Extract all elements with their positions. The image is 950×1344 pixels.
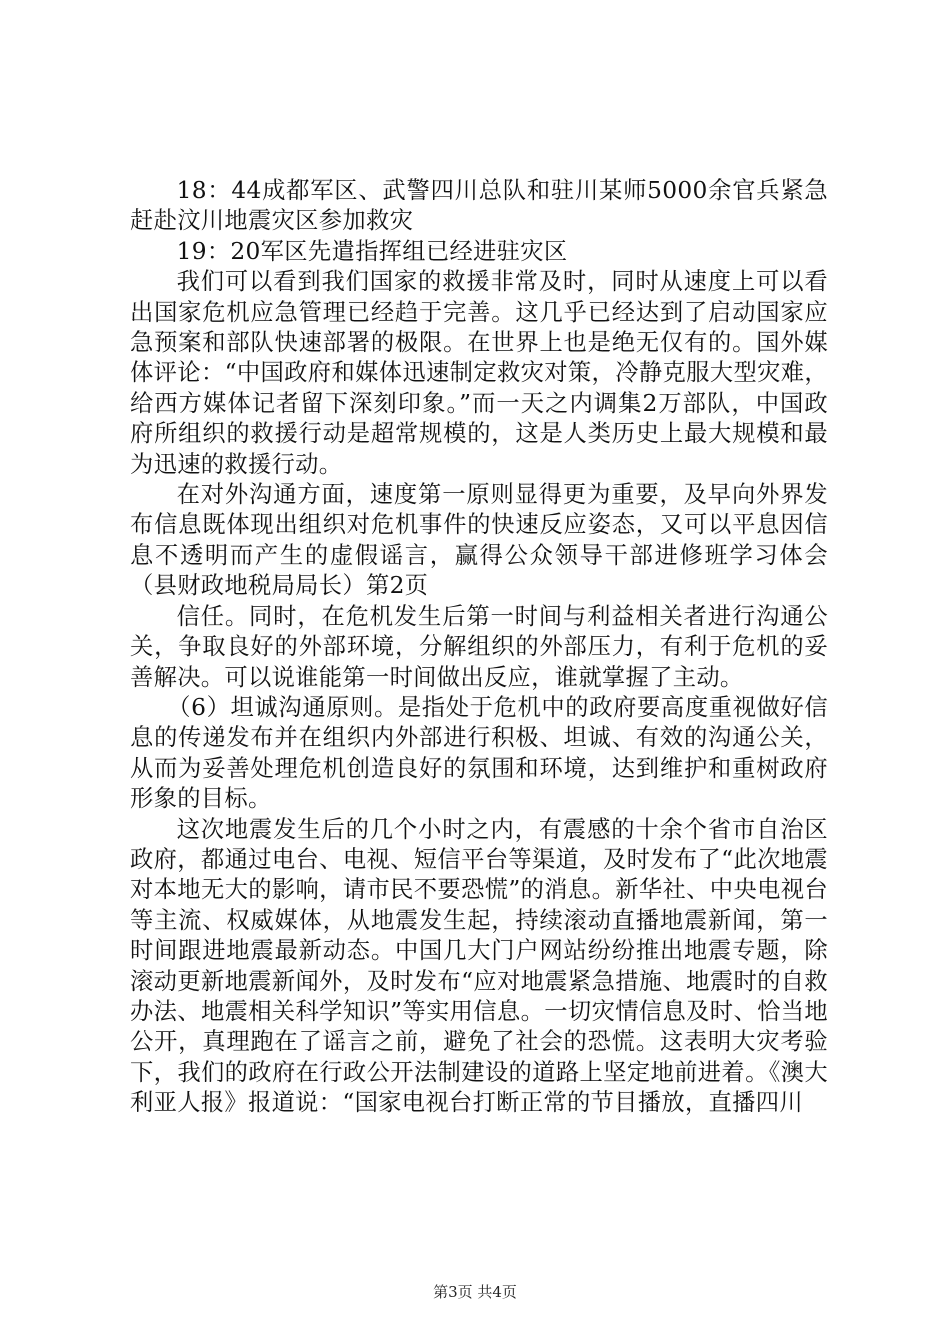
document-body — [130, 176, 828, 1119]
paragraph-5: 信任。同时，在危机发生后第一时间与利益相关者进行沟通公关，争取良好的外部环境，分解组织的外部压力，有利于危机的妥善解决。可以说谁能第一时间做出反应，谁就掌握了主动。 — [130, 602, 828, 691]
paragraph-3: 我们可以看到我们国家的救援非常及时，同时从速度上可以看出国家危机应急管理已经趋于完善。这几乎已经达到了启动国家应急预案和部队快速部署的极限。在世界上也是绝无仅有的。国外媒体评论：“中国政府和媒体迅速制定救灾对策，冷静克服大型灾难，给西方媒体记者留下深刻印象。”而一天之内调集2万部队，中国政府所组织的救援行动是超常规模的，这是人类历史上最大规模和最为迅速的救援行动。 — [130, 268, 828, 478]
page-footer: 第3页 共4页 — [433, 1283, 517, 1301]
paragraph-7: 这次地震发生后的几个小时之内，有震感的十余个省市自治区政府，都通过电台、电视、短信平台等渠道，及时发布了“此次地震对本地无大的影响，请市民不要恐慌”的消息。新华社、中央电视台等主流、权威媒体，从地震发生起，持续滚动直播地震新闻，第一时间跟进地震最新动态。中国几大门户网站纷纷推出地震专题，除滚动更新地震新闻外，及时发布“应对地震紧急措施、地震时的自救办法、地震相关科学知识”等实用信息。一切灾情信息及时、恰当地公开，真理跑在了谣言之前，避免了社会的恐慌。这表明大灾考验下，我们的政府在行政公开法制建设的道路上坚定地前进着。《澳大利亚人报》报道说：“国家电视台打断正常的节目播放，直播四川 — [130, 815, 828, 1117]
paragraph-4: 在对外沟通方面，速度第一原则显得更为重要，及早向外界发布信息既体现出组织对危机事件的快速反应姿态，又可以平息因信息不透明而产生的虚假谣言，赢得公众领导干部进修班学习体会（县财政地税局局长）第2页 — [130, 481, 828, 600]
paragraph-2: 19：20军区先遣指挥组已经进驻灾区 — [176, 237, 568, 265]
paragraph-1: 18：44成都军区、武警四川总队和驻川某师5000余官兵紧急赶赴汶川地震灾区参加救灾 — [130, 177, 828, 235]
paragraph-6: （6）坦诚沟通原则。是指处于危机中的政府要高度重视做好信息的传递发布并在组织内外部进行积极、坦诚、有效的沟通公关，从而为妥善处理危机创造良好的氛围和环境，达到维护和重树政府形象的目标。 — [130, 693, 828, 813]
